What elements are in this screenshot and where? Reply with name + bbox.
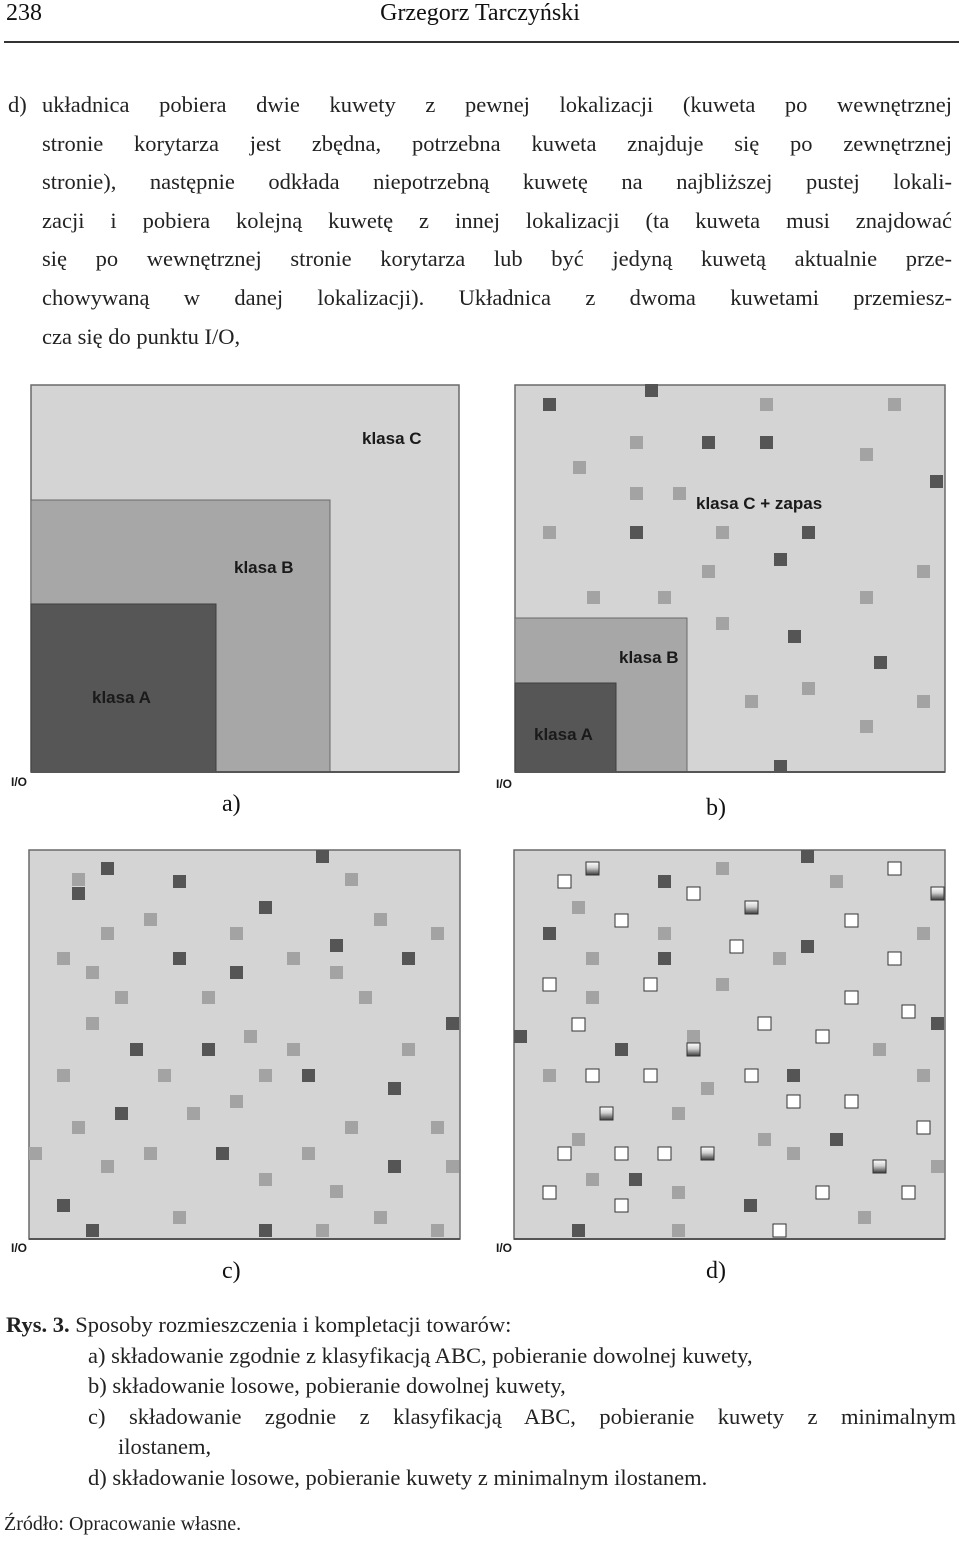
storage-square-partial (745, 901, 758, 914)
storage-square-dark (774, 553, 787, 566)
storage-square-dark (57, 1199, 70, 1212)
storage-square-light (860, 591, 873, 604)
storage-square-light (758, 1133, 771, 1146)
caption-item-c-continued: ilostanem, (118, 1434, 212, 1459)
storage-square-empty (745, 1069, 758, 1082)
caption-item-d: d) składowanie losowe, pobieranie kuwety z minimalnym ilostanem. (88, 1464, 708, 1490)
storage-square-empty (543, 1186, 556, 1199)
storage-square-dark (830, 1133, 843, 1146)
storage-square-empty (543, 978, 556, 991)
storage-square-partial (600, 1107, 613, 1120)
storage-square-dark (388, 1082, 401, 1095)
paragraph-line: stronie korytarza jest zbędna, potrzebna kuweta znajduje się po zewnętrznej (42, 130, 952, 156)
label-class-a: klasa A (534, 725, 593, 744)
panel-d (496, 850, 945, 1255)
storage-square-light (931, 1160, 944, 1173)
storage-square-light (374, 1211, 387, 1224)
storage-square-light (543, 526, 556, 539)
paragraph-line: stronie), następnie odkłada niepotrzebną kuwetę na najbliższej pustej lokali- (42, 169, 952, 195)
storage-square-dark (931, 1017, 944, 1030)
storage-square-dark (615, 1043, 628, 1056)
storage-square-light (630, 487, 643, 500)
subfigure-label-d: d) (706, 1258, 726, 1284)
storage-square-partial (931, 887, 944, 900)
storage-square-dark (874, 656, 887, 669)
storage-square-partial (687, 1043, 700, 1056)
paragraph-line: się po wewnętrznej stronie korytarza lub być jedyną kuwetą aktualnie prze- (42, 246, 952, 272)
storage-square-empty (615, 914, 628, 927)
storage-square-dark (629, 1173, 642, 1186)
storage-square-dark (658, 952, 671, 965)
storage-square-empty (845, 914, 858, 927)
storage-square-light (672, 1186, 685, 1199)
storage-square-light (716, 526, 729, 539)
storage-square-light (86, 966, 99, 979)
storage-square-light (572, 901, 585, 914)
storage-square-empty (773, 1224, 786, 1237)
storage-square-empty (888, 952, 901, 965)
storage-square-light (687, 1030, 700, 1043)
storage-square-empty (758, 1017, 771, 1030)
storage-square-empty (845, 991, 858, 1004)
storage-square-partial (586, 862, 599, 875)
label-class-c-reserve: klasa C + zapas (696, 494, 823, 513)
label-class-b: klasa B (234, 558, 294, 577)
storage-square-empty (787, 1095, 800, 1108)
storage-square-partial (701, 1147, 714, 1160)
io-label: I/O (11, 775, 28, 789)
storage-square-light (431, 1121, 444, 1134)
storage-square-light (802, 682, 815, 695)
storage-square-empty (816, 1030, 829, 1043)
io-label: I/O (496, 1241, 513, 1255)
storage-square-dark (787, 1069, 800, 1082)
storage-square-dark (801, 940, 814, 953)
caption-item-b: b) składowanie losowe, pobieranie dowolnej kuwety, (88, 1373, 566, 1398)
storage-square-light (287, 952, 300, 965)
storage-square-dark (402, 952, 415, 965)
figure-source: Źródło: Opracowanie własne. (4, 1513, 242, 1535)
storage-square-light (716, 862, 729, 875)
storage-square-light (543, 1069, 556, 1082)
storage-square-light (57, 952, 70, 965)
storage-square-dark (86, 1224, 99, 1237)
storage-square-dark (630, 526, 643, 539)
storage-square-light (572, 1133, 585, 1146)
storage-square-light (630, 436, 643, 449)
storage-square-light (745, 695, 758, 708)
storage-square-light (586, 991, 599, 1004)
panel-c-area (29, 850, 460, 1239)
caption-item-c: c) składowanie zgodnie z klasyfikacją ABC, pobieranie kuwety z minimalnym (88, 1403, 956, 1429)
storage-square-light (316, 1224, 329, 1237)
storage-square-dark (514, 1030, 527, 1043)
subfigure-label-b: b) (706, 795, 726, 821)
storage-square-empty (615, 1199, 628, 1212)
storage-square-empty (888, 862, 901, 875)
storage-square-light (860, 720, 873, 733)
storage-square-dark (801, 850, 814, 863)
storage-square-dark (202, 1043, 215, 1056)
storage-square-empty (615, 1147, 628, 1160)
label-class-b: klasa B (619, 648, 679, 667)
storage-square-empty (644, 978, 657, 991)
storage-square-light (345, 873, 358, 886)
storage-square-dark (788, 630, 801, 643)
storage-square-light (144, 913, 157, 926)
storage-square-partial (873, 1160, 886, 1173)
storage-square-light (830, 875, 843, 888)
label-class-a: klasa A (92, 688, 151, 707)
storage-square-light (302, 1147, 315, 1160)
page-number: 238 (6, 0, 42, 26)
storage-square-empty (572, 1018, 585, 1031)
storage-square-light (57, 1069, 70, 1082)
storage-square-light (701, 1082, 714, 1095)
storage-square-light (244, 1030, 257, 1043)
panel-a (11, 385, 459, 789)
storage-square-light (658, 591, 671, 604)
storage-square-light (259, 1069, 272, 1082)
storage-square-empty (558, 875, 571, 888)
storage-square-empty (558, 1147, 571, 1160)
paragraph-line: zacji i pobiera kolejną kuwetę z innej lokalizacji (ta kuweta musi znajdować (42, 207, 952, 233)
storage-square-dark (388, 1160, 401, 1173)
storage-square-dark (802, 526, 815, 539)
paragraph-line: cza się do punktu I/O, (42, 323, 241, 349)
storage-square-dark (101, 862, 114, 875)
storage-square-light (773, 952, 786, 965)
panel-b (496, 384, 945, 791)
subfigure-label-a: a) (222, 791, 241, 817)
storage-square-empty (644, 1069, 657, 1082)
storage-square-dark (316, 850, 329, 863)
paragraph-line: chowywaną w danej lokalizacji). Układnica z dwoma kuwetami przemiesz- (42, 284, 952, 310)
storage-square-dark (446, 1017, 459, 1030)
storage-square-dark (702, 436, 715, 449)
storage-square-dark (543, 398, 556, 411)
storage-square-light (359, 991, 372, 1004)
storage-square-light (658, 927, 671, 940)
storage-square-light (917, 695, 930, 708)
running-author: Grzegorz Tarczyński (380, 0, 580, 26)
storage-square-light (202, 991, 215, 1004)
storage-square-light (760, 398, 773, 411)
storage-square-light (431, 1224, 444, 1237)
storage-square-light (101, 927, 114, 940)
storage-square-light (702, 565, 715, 578)
storage-square-light (917, 927, 930, 940)
storage-square-light (158, 1069, 171, 1082)
storage-square-light (860, 448, 873, 461)
label-class-c: klasa C (362, 429, 422, 448)
storage-square-light (115, 991, 128, 1004)
io-label: I/O (11, 1241, 28, 1255)
figure-caption (6, 1310, 956, 1493)
storage-square-light (587, 591, 600, 604)
storage-square-dark (744, 1199, 757, 1212)
storage-square-light (330, 1185, 343, 1198)
storage-square-dark (216, 1147, 229, 1160)
caption-title: Sposoby rozmieszczenia i kompletacji towarów: (75, 1312, 512, 1337)
storage-square-dark (930, 475, 943, 488)
storage-square-light (586, 1173, 599, 1186)
storage-square-empty (816, 1186, 829, 1199)
storage-square-empty (917, 1121, 930, 1134)
storage-square-empty (658, 1147, 671, 1160)
storage-square-dark (302, 1069, 315, 1082)
storage-square-light (287, 1043, 300, 1056)
storage-square-dark (658, 875, 671, 888)
storage-square-dark (543, 927, 556, 940)
storage-square-light (586, 952, 599, 965)
storage-square-dark (760, 436, 773, 449)
storage-square-empty (902, 1005, 915, 1018)
storage-square-light (144, 1147, 157, 1160)
storage-square-dark (130, 1043, 143, 1056)
paragraph-line: układnica pobiera dwie kuwety z pewnej lokalizacji (kuweta po wewnętrznej (42, 92, 952, 117)
storage-square-dark (645, 384, 658, 397)
storage-square-light (446, 1160, 459, 1173)
storage-square-light (101, 1160, 114, 1173)
storage-square-light (672, 1224, 685, 1237)
storage-square-dark (72, 887, 85, 900)
storage-square-dark (173, 875, 186, 888)
storage-square-dark (259, 901, 272, 914)
storage-square-dark (572, 1224, 585, 1237)
storage-square-light (86, 1017, 99, 1030)
storage-square-light (402, 1043, 415, 1056)
panel-c (11, 850, 460, 1255)
storage-square-light (230, 927, 243, 940)
storage-square-empty (902, 1186, 915, 1199)
storage-square-light (673, 487, 686, 500)
storage-square-light (716, 617, 729, 630)
storage-square-light (374, 913, 387, 926)
storage-square-dark (230, 966, 243, 979)
caption-prefix: Rys. 3. (6, 1312, 70, 1337)
storage-square-light (873, 1043, 886, 1056)
storage-square-light (230, 1095, 243, 1108)
storage-square-light (917, 565, 930, 578)
storage-square-light (345, 1121, 358, 1134)
list-item-label: d) (8, 92, 27, 117)
storage-square-dark (173, 952, 186, 965)
storage-square-dark (330, 939, 343, 952)
storage-square-light (573, 461, 586, 474)
storage-square-light (173, 1211, 186, 1224)
storage-square-light (888, 398, 901, 411)
caption-item-a: a) składowanie zgodnie z klasyfikacją ABC, pobieranie dowolnej kuwety, (88, 1342, 753, 1368)
storage-square-light (259, 1173, 272, 1186)
storage-square-light (716, 978, 729, 991)
storage-square-empty (687, 887, 700, 900)
storage-square-empty (730, 940, 743, 953)
subfigure-label-c: c) (222, 1258, 241, 1284)
storage-square-light (858, 1211, 871, 1224)
storage-square-light (72, 873, 85, 886)
storage-square-light (672, 1107, 685, 1120)
storage-square-light (72, 1121, 85, 1134)
storage-square-light (330, 966, 343, 979)
storage-square-light (431, 927, 444, 940)
caption-title-line (6, 1310, 956, 1341)
storage-square-dark (259, 1224, 272, 1237)
storage-square-light (787, 1147, 800, 1160)
storage-square-empty (586, 1069, 599, 1082)
storage-square-light (29, 1147, 42, 1160)
storage-square-light (917, 1069, 930, 1082)
io-label: I/O (496, 777, 513, 791)
storage-square-light (187, 1107, 200, 1120)
storage-square-empty (845, 1095, 858, 1108)
storage-square-dark (115, 1107, 128, 1120)
